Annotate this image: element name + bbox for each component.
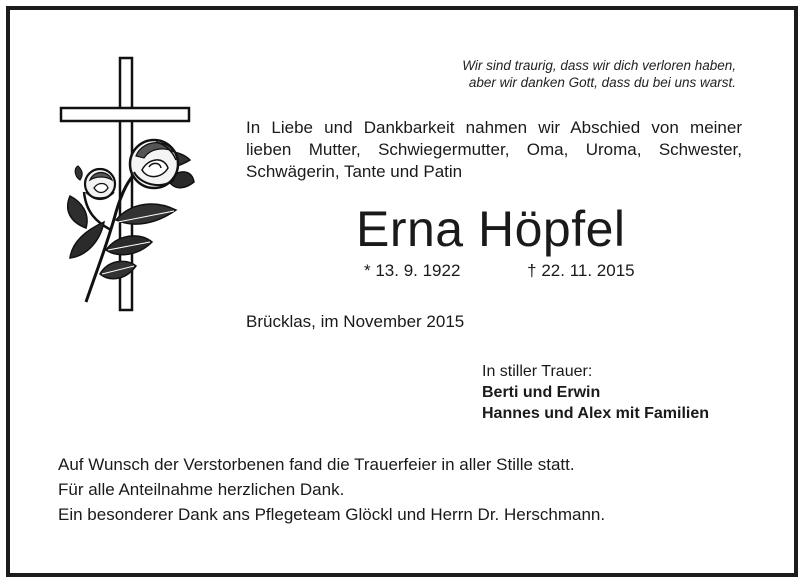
closing-text <box>58 452 605 527</box>
quote-line: aber wir danken Gott, dass du bei uns warst. <box>468 75 736 90</box>
cross-with-rose-icon <box>56 52 196 314</box>
intro-line: lieben Mutter, Schwiegermutter, Oma, Uroma, Schwester, <box>246 140 742 159</box>
place-and-date: Brücklas, im November 2015 <box>246 312 465 331</box>
mourners-block <box>482 361 709 424</box>
intro-line: Schwägerin, Tante und Patin <box>246 162 463 181</box>
closing-line: Auf Wunsch der Verstorbenen fand die Trauerfeier in aller Stille statt. <box>58 455 575 474</box>
life-dates <box>364 261 635 281</box>
family-name: Hannes und Alex mit Familien <box>482 405 710 422</box>
closing-line: Für alle Anteilnahme herzlichen Dank. <box>58 480 345 499</box>
quote-line: Wir sind traurig, dass wir dich verloren haben, <box>462 58 736 73</box>
farewell-intro <box>246 117 746 183</box>
birth-date: * 13. 9. 1922 <box>364 261 461 280</box>
closing-line: Ein besonderer Dank ans Pflegeteam Glöckl und Herrn Dr. Herschmann. <box>58 505 606 524</box>
quote-verse <box>462 57 736 91</box>
deceased-name: Erna Höpfel <box>356 201 626 257</box>
mourning-heading: In stiller Trauer: <box>482 363 593 380</box>
family-name: Berti und Erwin <box>482 384 601 401</box>
intro-line: In Liebe und Dankbarkeit nahmen wir Abschied von meiner <box>246 118 742 137</box>
death-date: † 22. 11. 2015 <box>527 261 635 280</box>
